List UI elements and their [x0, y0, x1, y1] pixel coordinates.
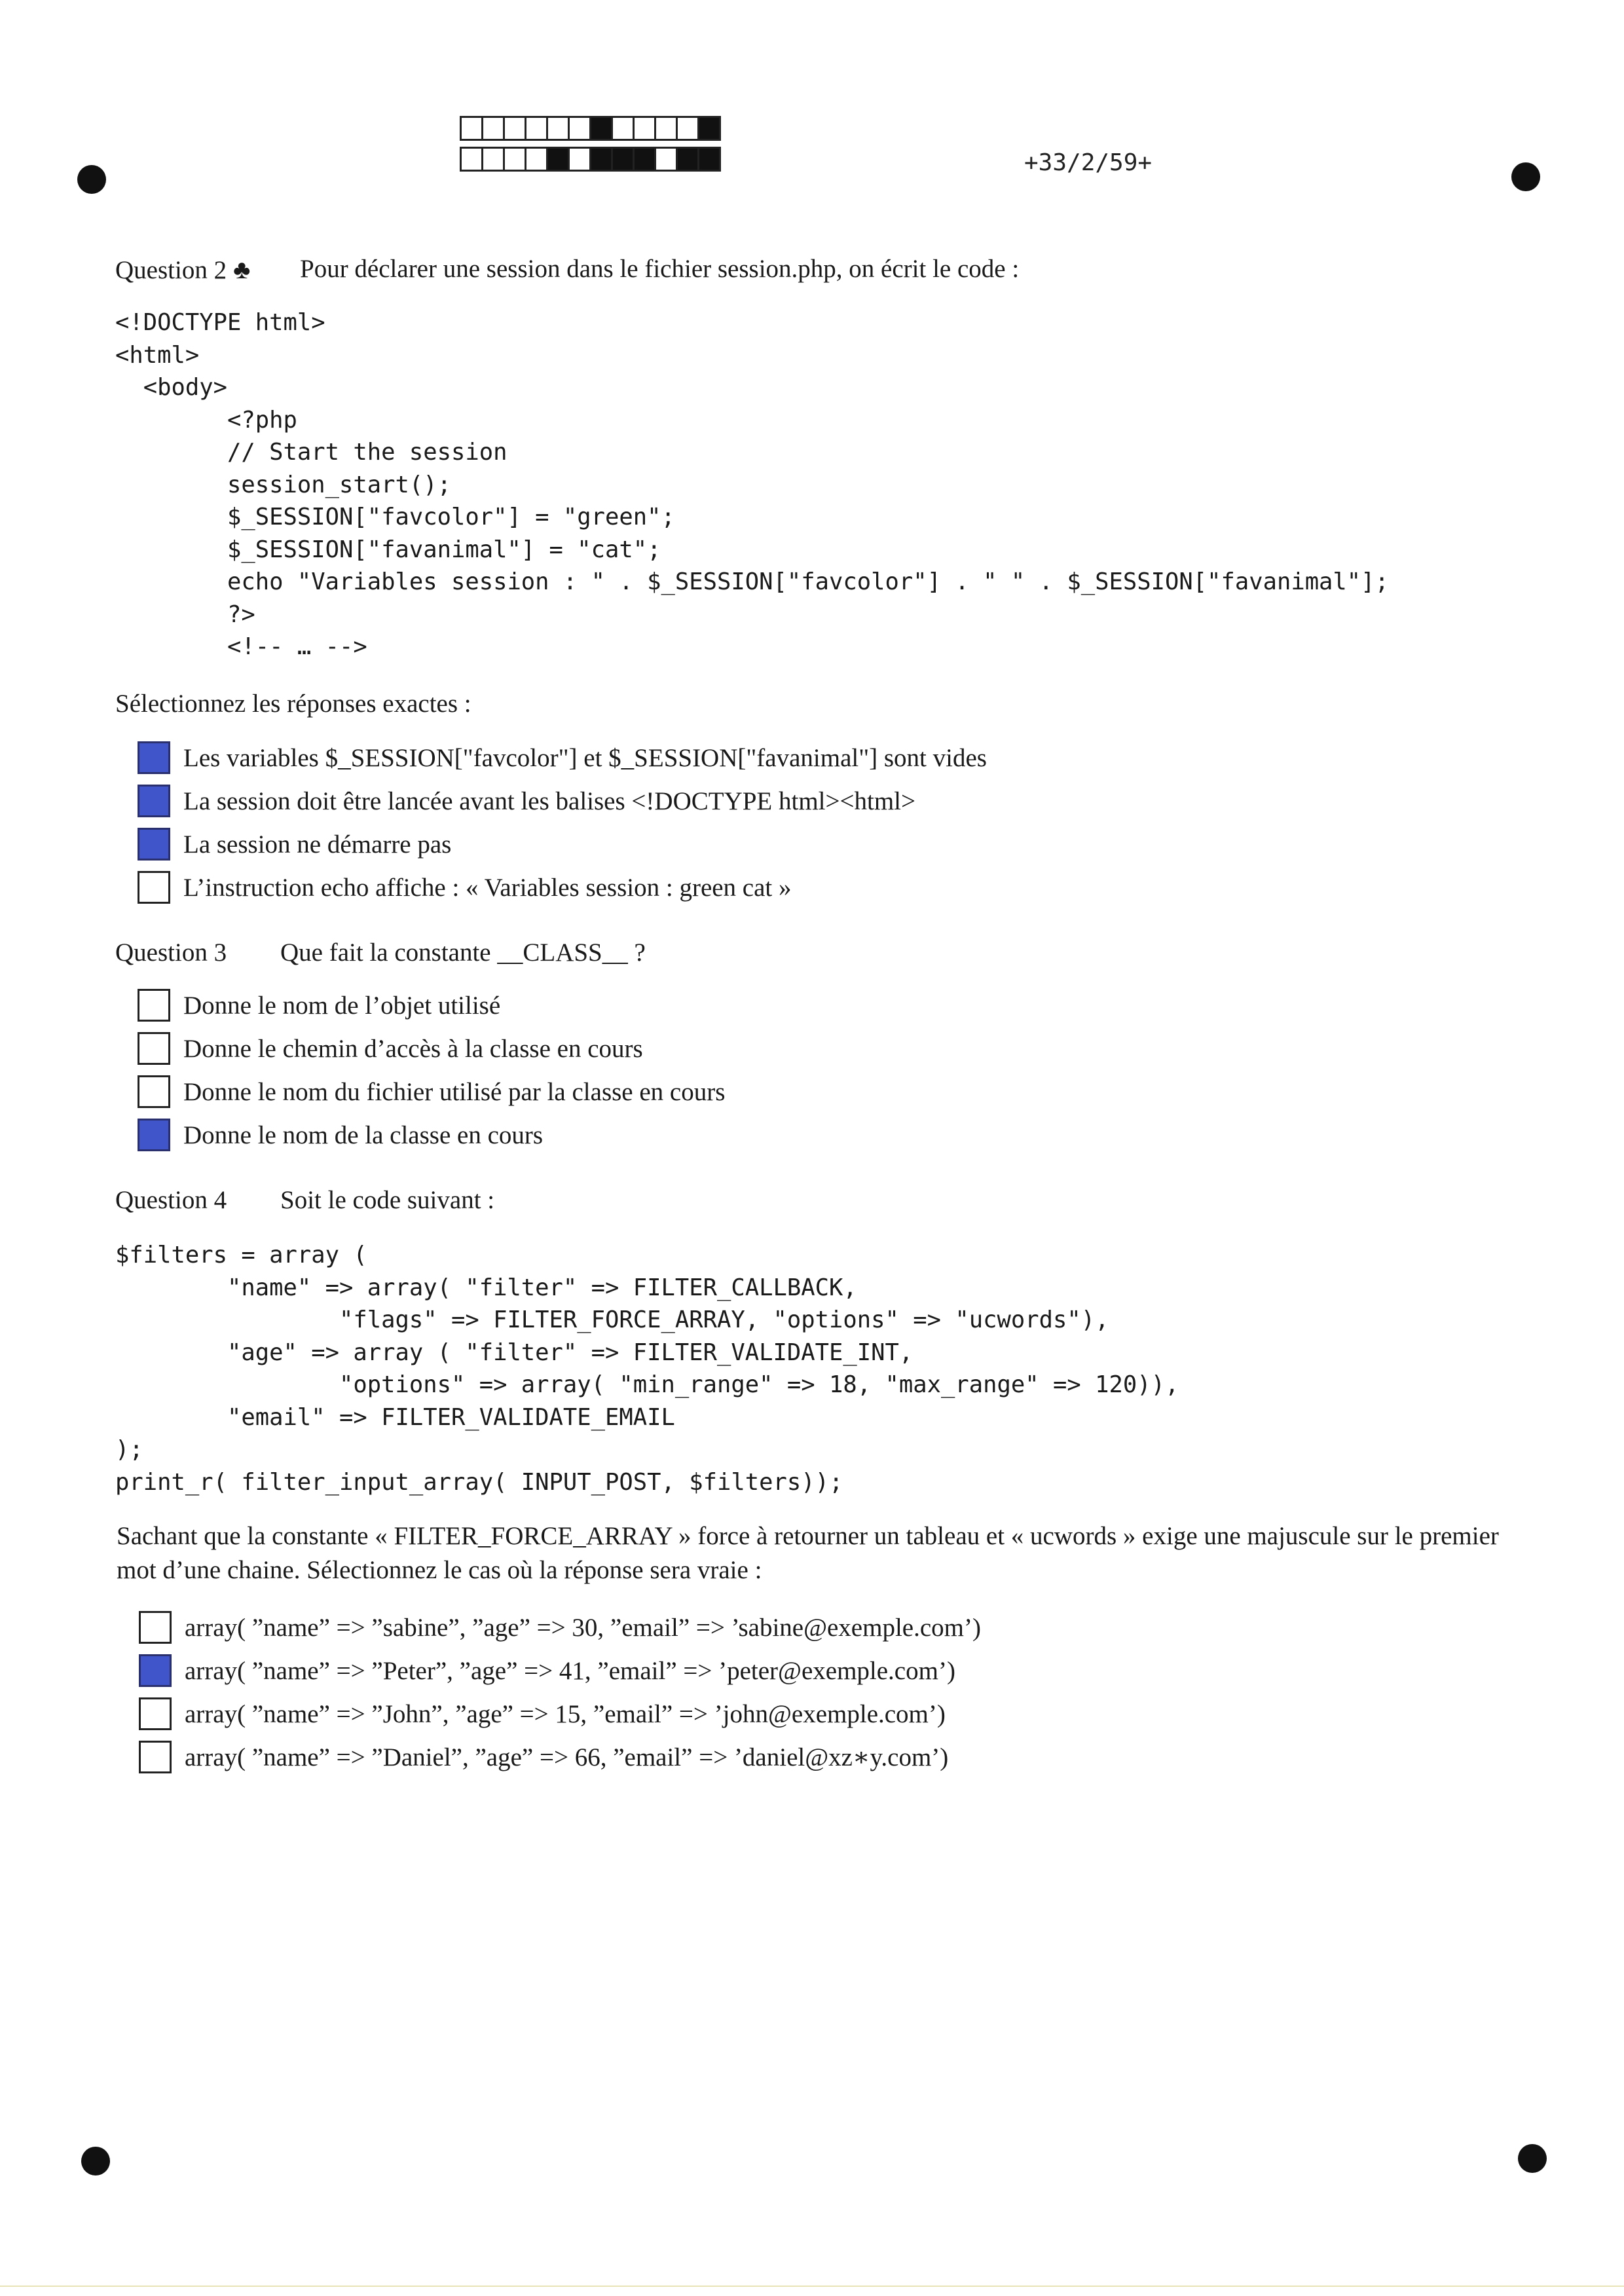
answer-option[interactable]: [138, 1070, 725, 1113]
code-line: "options" => array( "min_range" => 18, "max_range" => 120)),: [115, 1371, 1179, 1398]
question-2-answers: [138, 736, 987, 909]
answer-option[interactable]: [138, 984, 725, 1027]
question-3-header: [115, 938, 646, 967]
code-line: echo "Variables session : " . $_SESSION["favcolor"] . " " . $_SESSION["favanimal"];: [115, 568, 1389, 595]
answer-option[interactable]: [138, 1113, 725, 1157]
answer-label: La session ne démarre pas: [183, 830, 452, 859]
question-text: Pour déclarer une session dans le fichier session.php, on écrit le code :: [300, 255, 1020, 283]
barcode-cell: [503, 147, 526, 172]
answer-label: array( ”name” => ”Peter”, ”age” => 41, ”email” => ’peter@exemple.com’): [185, 1656, 955, 1685]
barcode-cell: [697, 116, 721, 141]
code-line: $_SESSION["favcolor"] = "green";: [115, 504, 675, 530]
code-line: "email" => FILTER_VALIDATE_EMAIL: [115, 1403, 675, 1431]
checkbox[interactable]: [138, 1032, 170, 1065]
checkbox-checked[interactable]: [139, 1654, 172, 1687]
barcode-cell: [568, 147, 591, 172]
barcode-cell: [568, 116, 591, 141]
code-line: <!-- … -->: [115, 633, 367, 660]
code-line: <?php: [115, 406, 297, 434]
barcode-cell: [676, 147, 699, 172]
code-line: "age" => array ( "filter" => FILTER_VALIDATE_INT,: [115, 1339, 913, 1366]
barcode-cell: [525, 116, 548, 141]
code-line: print_r( filter_input_array( INPUT_POST, $filters));: [115, 1468, 843, 1496]
code-line: );: [115, 1436, 143, 1463]
checkbox-checked[interactable]: [138, 741, 170, 774]
registration-mark-top-right: [1511, 162, 1540, 191]
answer-label: array( ”name” => ”sabine”, ”age” => 30, ”email” => ’sabine@exemple.com’): [185, 1613, 981, 1642]
checkbox[interactable]: [138, 989, 170, 1022]
question-label: Question 2: [115, 256, 227, 284]
barcode-cell: [611, 116, 635, 141]
answer-option[interactable]: [138, 1027, 725, 1070]
answer-label: L’instruction echo affiche : « Variables session : green cat »: [183, 873, 792, 902]
question-4-code-block: [115, 1239, 1179, 1498]
checkbox[interactable]: [139, 1611, 172, 1644]
code-line: <html>: [115, 341, 200, 369]
barcode-cell: [633, 147, 656, 172]
barcode-cell: [697, 147, 721, 172]
question-text: Soit le code suivant :: [280, 1186, 495, 1214]
barcode-cell: [589, 147, 613, 172]
checkbox-checked[interactable]: [138, 1119, 170, 1151]
barcode-row-2: [460, 147, 719, 172]
barcode-cell: [676, 116, 699, 141]
barcode-cell: [654, 147, 678, 172]
answer-label: array( ”name” => ”Daniel”, ”age” => 66, ”email” => ’daniel@xz∗y.com’): [185, 1743, 949, 1771]
answer-option[interactable]: [138, 736, 987, 779]
answer-option[interactable]: [139, 1735, 981, 1779]
barcode-cell: [546, 147, 570, 172]
question-label: Question 4: [115, 1186, 227, 1214]
answer-option[interactable]: [139, 1606, 981, 1649]
answer-option[interactable]: [139, 1692, 981, 1735]
code-line: <body>: [115, 374, 227, 401]
question-4-header: [115, 1185, 495, 1215]
barcode-cell: [589, 116, 613, 141]
answer-option[interactable]: [138, 823, 987, 866]
checkbox[interactable]: [139, 1697, 172, 1730]
page-identifier: +33/2/59+: [1024, 149, 1153, 176]
question-label: Question 3: [115, 938, 227, 967]
barcode-cell: [460, 147, 483, 172]
code-line: $filters = array (: [115, 1242, 367, 1268]
code-line: ?>: [115, 601, 255, 628]
checkbox[interactable]: [139, 1741, 172, 1773]
barcode-cell: [525, 147, 548, 172]
checkbox-checked[interactable]: [138, 785, 170, 817]
answer-label: Donne le chemin d’accès à la classe en cours: [183, 1034, 643, 1063]
barcode-cell: [503, 116, 526, 141]
answer-option[interactable]: [138, 779, 987, 823]
registration-mark-bottom-left: [81, 2147, 110, 2176]
barcode-cell: [633, 116, 656, 141]
answer-label: Les variables $_SESSION["favcolor"] et $_SESSION["favanimal"] sont vides: [183, 743, 987, 772]
question-4-paragraph: Sachant que la constante « FILTER_FORCE_ARRAY » force à retourner un tableau et « ucwords » exige une majuscule sur le premier mot d’une chaine. Sélectionnez le cas où la réponse sera vraie :: [117, 1522, 1499, 1584]
code-line: session_start();: [115, 471, 451, 498]
question-text: Que fait la constante __CLASS__ ?: [280, 938, 646, 967]
checkbox[interactable]: [138, 1075, 170, 1108]
barcode-cell: [481, 116, 505, 141]
question-2-header: [115, 254, 1020, 285]
question-4-answers: [139, 1606, 981, 1779]
question-2-prompt: Sélectionnez les réponses exactes :: [115, 690, 471, 718]
answer-label: La session doit être lancée avant les balises <!DOCTYPE html><html>: [183, 787, 915, 815]
answer-label: Donne le nom du fichier utilisé par la classe en cours: [183, 1077, 726, 1106]
question-3-answers: [138, 984, 725, 1157]
answer-label: array( ”name” => ”John”, ”age” => 15, ”email” => ’john@exemple.com’): [185, 1699, 946, 1728]
barcode-cell: [546, 116, 570, 141]
answer-option[interactable]: [139, 1649, 981, 1692]
code-line: <!DOCTYPE html>: [115, 309, 325, 336]
barcode-cell: [654, 116, 678, 141]
answer-label: Donne le nom de la classe en cours: [183, 1120, 544, 1149]
code-line: "name" => array( "filter" => FILTER_CALLBACK,: [115, 1274, 857, 1301]
checkbox-checked[interactable]: [138, 828, 170, 861]
code-line: "flags" => FILTER_FORCE_ARRAY, "options" => "ucwords"),: [115, 1306, 1109, 1333]
checkbox[interactable]: [138, 871, 170, 904]
barcode-cell: [460, 116, 483, 141]
page-bottom-edge: [0, 2286, 1624, 2287]
answer-option[interactable]: [138, 866, 987, 909]
question-2-code-block: [115, 306, 1389, 663]
registration-mark-top-left: [77, 165, 106, 194]
barcode-cell: [481, 147, 505, 172]
barcode-cell: [611, 147, 635, 172]
code-line: $_SESSION["favanimal"] = "cat";: [115, 536, 661, 563]
club-icon: ♣: [233, 255, 251, 284]
barcode-row-1: [460, 116, 719, 141]
registration-mark-bottom-right: [1518, 2144, 1547, 2173]
answer-label: Donne le nom de l’objet utilisé: [183, 991, 501, 1020]
code-line: // Start the session: [115, 439, 507, 466]
